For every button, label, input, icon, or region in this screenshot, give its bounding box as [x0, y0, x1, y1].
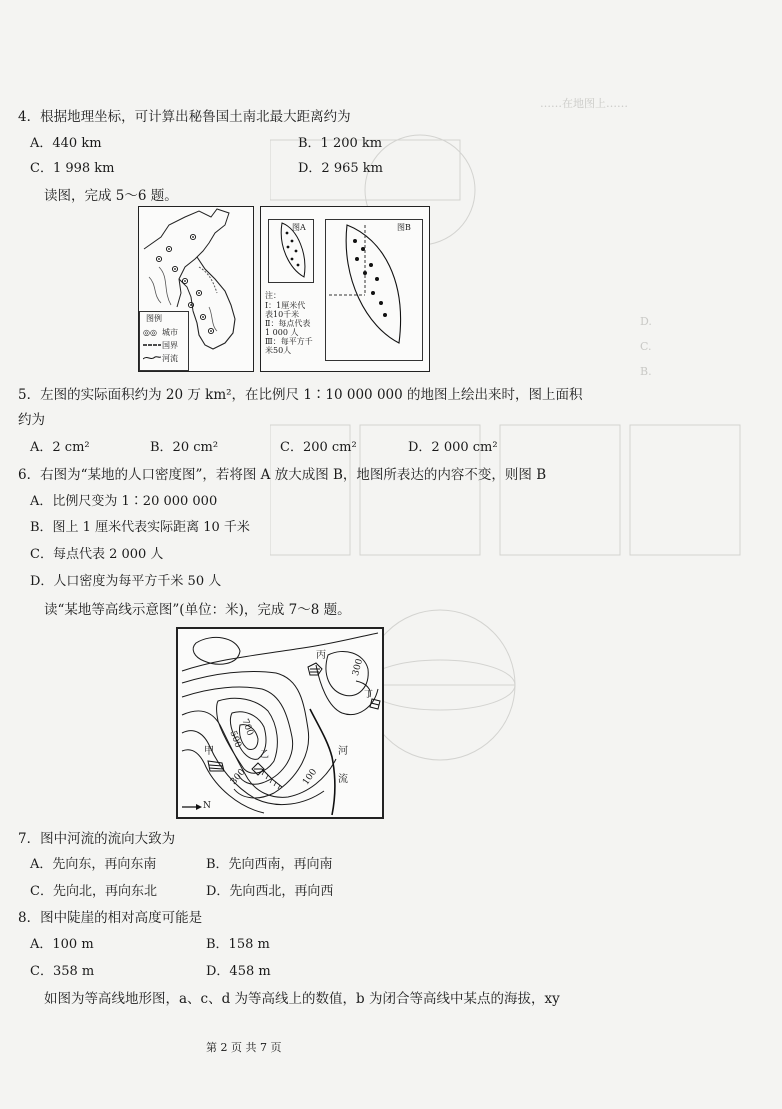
contour-value-300-left: 300 [228, 767, 248, 787]
note-line-5: Ⅲ：每平方千 [265, 337, 313, 346]
bleed-through-text: D. [640, 315, 652, 328]
question-5-stem: 5．左图的实际面积约为 20 万 km²，在比例尺 1∶10 000 000 的地图上绘出来时，图上面积 [18, 387, 583, 403]
label-liu: 流 [338, 774, 348, 785]
question-4-option-a: A．440 km [30, 136, 102, 151]
border-line-icon [143, 342, 161, 348]
population-density-map [260, 206, 430, 372]
intro-5-6: 读图，完成 5～6 题。 [44, 188, 178, 204]
label-ding: 丁 [364, 690, 374, 700]
question-6-option-b: B．图上 1 厘米代表实际距离 10 千米 [30, 520, 250, 535]
figure-a-label: 图A [292, 223, 306, 232]
question-6-option-d: D．人口密度为每平方千米 50 人 [30, 574, 222, 589]
contour-value-700: 700 [239, 717, 255, 738]
bleed-through-text: C. [640, 340, 652, 353]
peninsula-map [138, 206, 254, 372]
question-8-option-a: A．100 m [30, 937, 94, 952]
question-7-option-c: C．先向北，再向东北 [30, 884, 157, 899]
question-6-option-a: A．比例尺变为 1∶20 000 000 [30, 494, 218, 509]
note-line-2: 表10千米 [265, 310, 300, 319]
label-bing: 丙 [316, 650, 326, 661]
bleed-through-text: ……在地图上…… [540, 97, 628, 110]
river-line-icon [143, 355, 161, 361]
question-4-option-d: D．2 965 km [298, 161, 383, 176]
question-4-stem: 4．根据地理坐标，可计算出秘鲁国土南北最大距离约为 [18, 109, 351, 125]
note-line-4: 1 000 人 [265, 328, 299, 337]
question-5-stem-cont: 约为 [18, 412, 45, 428]
question-8-option-b: B．158 m [206, 937, 270, 952]
question-4-option-c: C．1 998 km [30, 161, 115, 176]
figure-b-leaf [325, 219, 421, 359]
question-4-option-b: B．1 200 km [298, 136, 383, 151]
bleed-through-text: B. [640, 365, 652, 378]
contour-value-500: 500 [227, 729, 243, 750]
question-8-option-d: D．458 m [206, 964, 271, 979]
question-6-stem: 6．右图为“某地的人口密度图”，若将图 A 放大成图 B，地图所表达的内容不变，则图 B [18, 467, 547, 483]
question-5-option-b: B．20 cm² [150, 440, 219, 455]
contour-value-300-right: 300 [351, 657, 366, 677]
question-5-option-c: C．200 cm² [280, 440, 357, 455]
figure-b-label: 图B [397, 223, 411, 232]
label-he: 河 [338, 746, 348, 757]
question-5-option-d: D．2 000 cm² [408, 440, 498, 455]
note-line-1: Ⅰ：1厘米代 [265, 301, 306, 310]
label-yi: 乙 [260, 750, 270, 760]
label-jia: 甲 [204, 746, 214, 757]
question-7-option-d: D．先向西北，再向西 [206, 884, 334, 899]
question-6-option-c: C．每点代表 2 000 人 [30, 547, 164, 562]
question-8-option-c: C．358 m [30, 964, 95, 979]
page-number: 第 2 页 共 7 页 [206, 1041, 282, 1054]
legend-border: 国界 [162, 341, 178, 350]
question-5-option-a: A．2 cm² [30, 440, 90, 455]
contour-lines [178, 629, 382, 817]
north-arrow-label: N [203, 801, 211, 811]
question-7-stem: 7．图中河流的流向大致为 [18, 831, 176, 847]
legend-city: 城市 [162, 328, 178, 337]
city-symbol-icon: ◎◎ [143, 328, 157, 337]
question-8-stem: 8．图中陡崖的相对高度可能是 [18, 910, 203, 926]
contour-map [176, 627, 384, 819]
note-line-3: Ⅱ：每点代表 [265, 319, 311, 328]
figure-a-leaf [268, 219, 312, 281]
intro-7-8: 读“某地等高线示意图”(单位：米)，完成 7～8 题。 [44, 602, 351, 618]
legend-river: 河流 [162, 354, 178, 363]
settlement-symbol-bing [308, 663, 322, 675]
settlement-symbol-jia [208, 761, 224, 771]
legend-title: 图例 [146, 314, 162, 323]
next-question-intro: 如图为等高线地形图，a、c、d 为等高线上的数值，b 为闭合等高线中某点的海拔，xy [44, 991, 560, 1007]
note-line-6: 米50人 [265, 346, 292, 355]
question-7-option-a: A．先向东，再向东南 [30, 857, 157, 872]
note-title: 注： [265, 291, 281, 300]
contour-value-100: 100 [301, 767, 320, 788]
legend-box [139, 311, 189, 371]
question-7-option-b: B．先向西南，再向南 [206, 857, 333, 872]
